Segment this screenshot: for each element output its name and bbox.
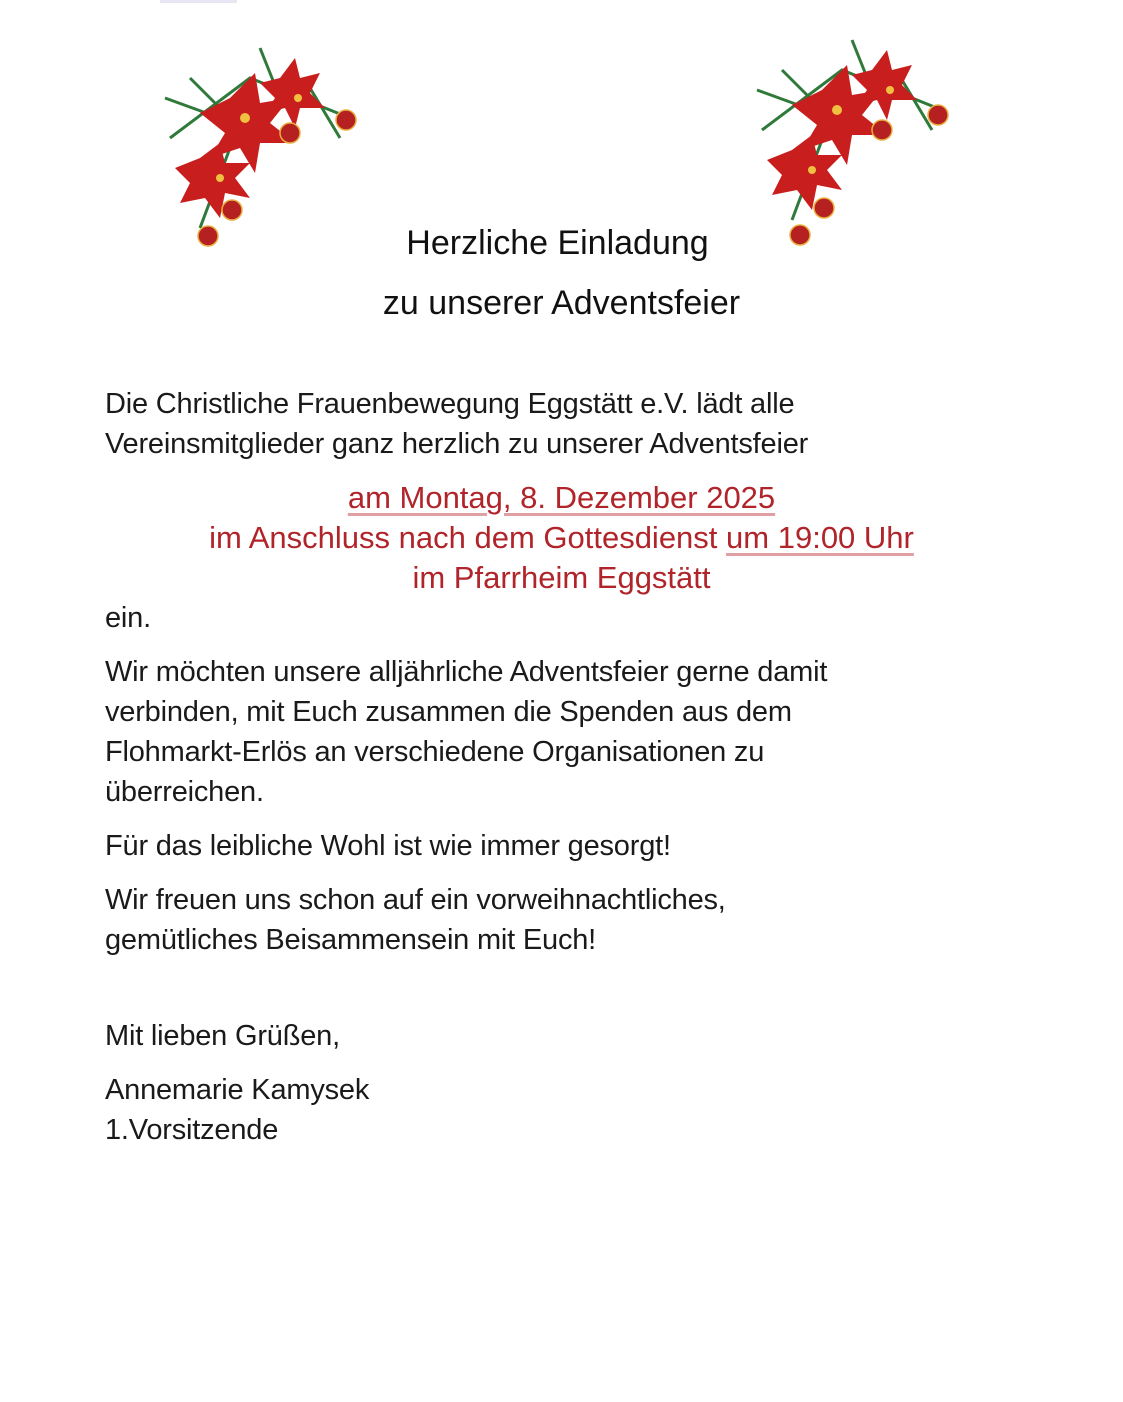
paragraph2-line-3: Flohmarkt-Erlös an verschiedene Organisationen zu bbox=[105, 736, 765, 768]
poinsettia-decoration-icon bbox=[752, 30, 952, 250]
intro-line-2: Vereinsmitglieder ganz herzlich zu unserer Adventsfeier bbox=[105, 428, 809, 460]
event-location: im Pfarrheim Eggstätt bbox=[412, 560, 711, 595]
signature-name: Annemarie Kamysek bbox=[105, 1074, 370, 1106]
paragraph2-line-2: verbinden, mit Euch zusammen die Spenden aus dem bbox=[105, 696, 792, 728]
ein-text: ein. bbox=[105, 602, 151, 634]
paragraph4-line-1: Wir freuen uns schon auf ein vorweihnachtliches, bbox=[105, 884, 726, 916]
paragraph2-line-4: überreichen. bbox=[105, 776, 264, 808]
event-date: am Montag, 8. Dezember 2025 bbox=[347, 480, 776, 515]
paragraph2-line-1: Wir möchten unsere alljährliche Adventsfeier gerne damit bbox=[105, 656, 828, 688]
event-date-line bbox=[0, 478, 1123, 518]
signature-role: 1.Vorsitzende bbox=[105, 1114, 279, 1146]
top-edge-marker bbox=[160, 0, 237, 3]
closing: Mit lieben Grüßen, bbox=[105, 1020, 340, 1052]
event-time-line bbox=[0, 518, 1123, 558]
invitation-title: Herzliche Einladung bbox=[406, 224, 709, 262]
invitation-subtitle: zu unserer Adventsfeier bbox=[382, 284, 741, 322]
paragraph3: Für das leibliche Wohl ist wie immer gesorgt! bbox=[105, 830, 671, 862]
event-time: um 19:00 Uhr bbox=[726, 520, 914, 555]
intro-line-1: Die Christliche Frauenbewegung Eggstätt e.V. lädt alle bbox=[105, 388, 795, 420]
event-after-service: im Anschluss nach dem Gottesdienst bbox=[209, 520, 718, 555]
paragraph4-line-2: gemütliches Beisammensein mit Euch! bbox=[105, 924, 597, 956]
poinsettia-decoration-icon bbox=[160, 38, 360, 253]
